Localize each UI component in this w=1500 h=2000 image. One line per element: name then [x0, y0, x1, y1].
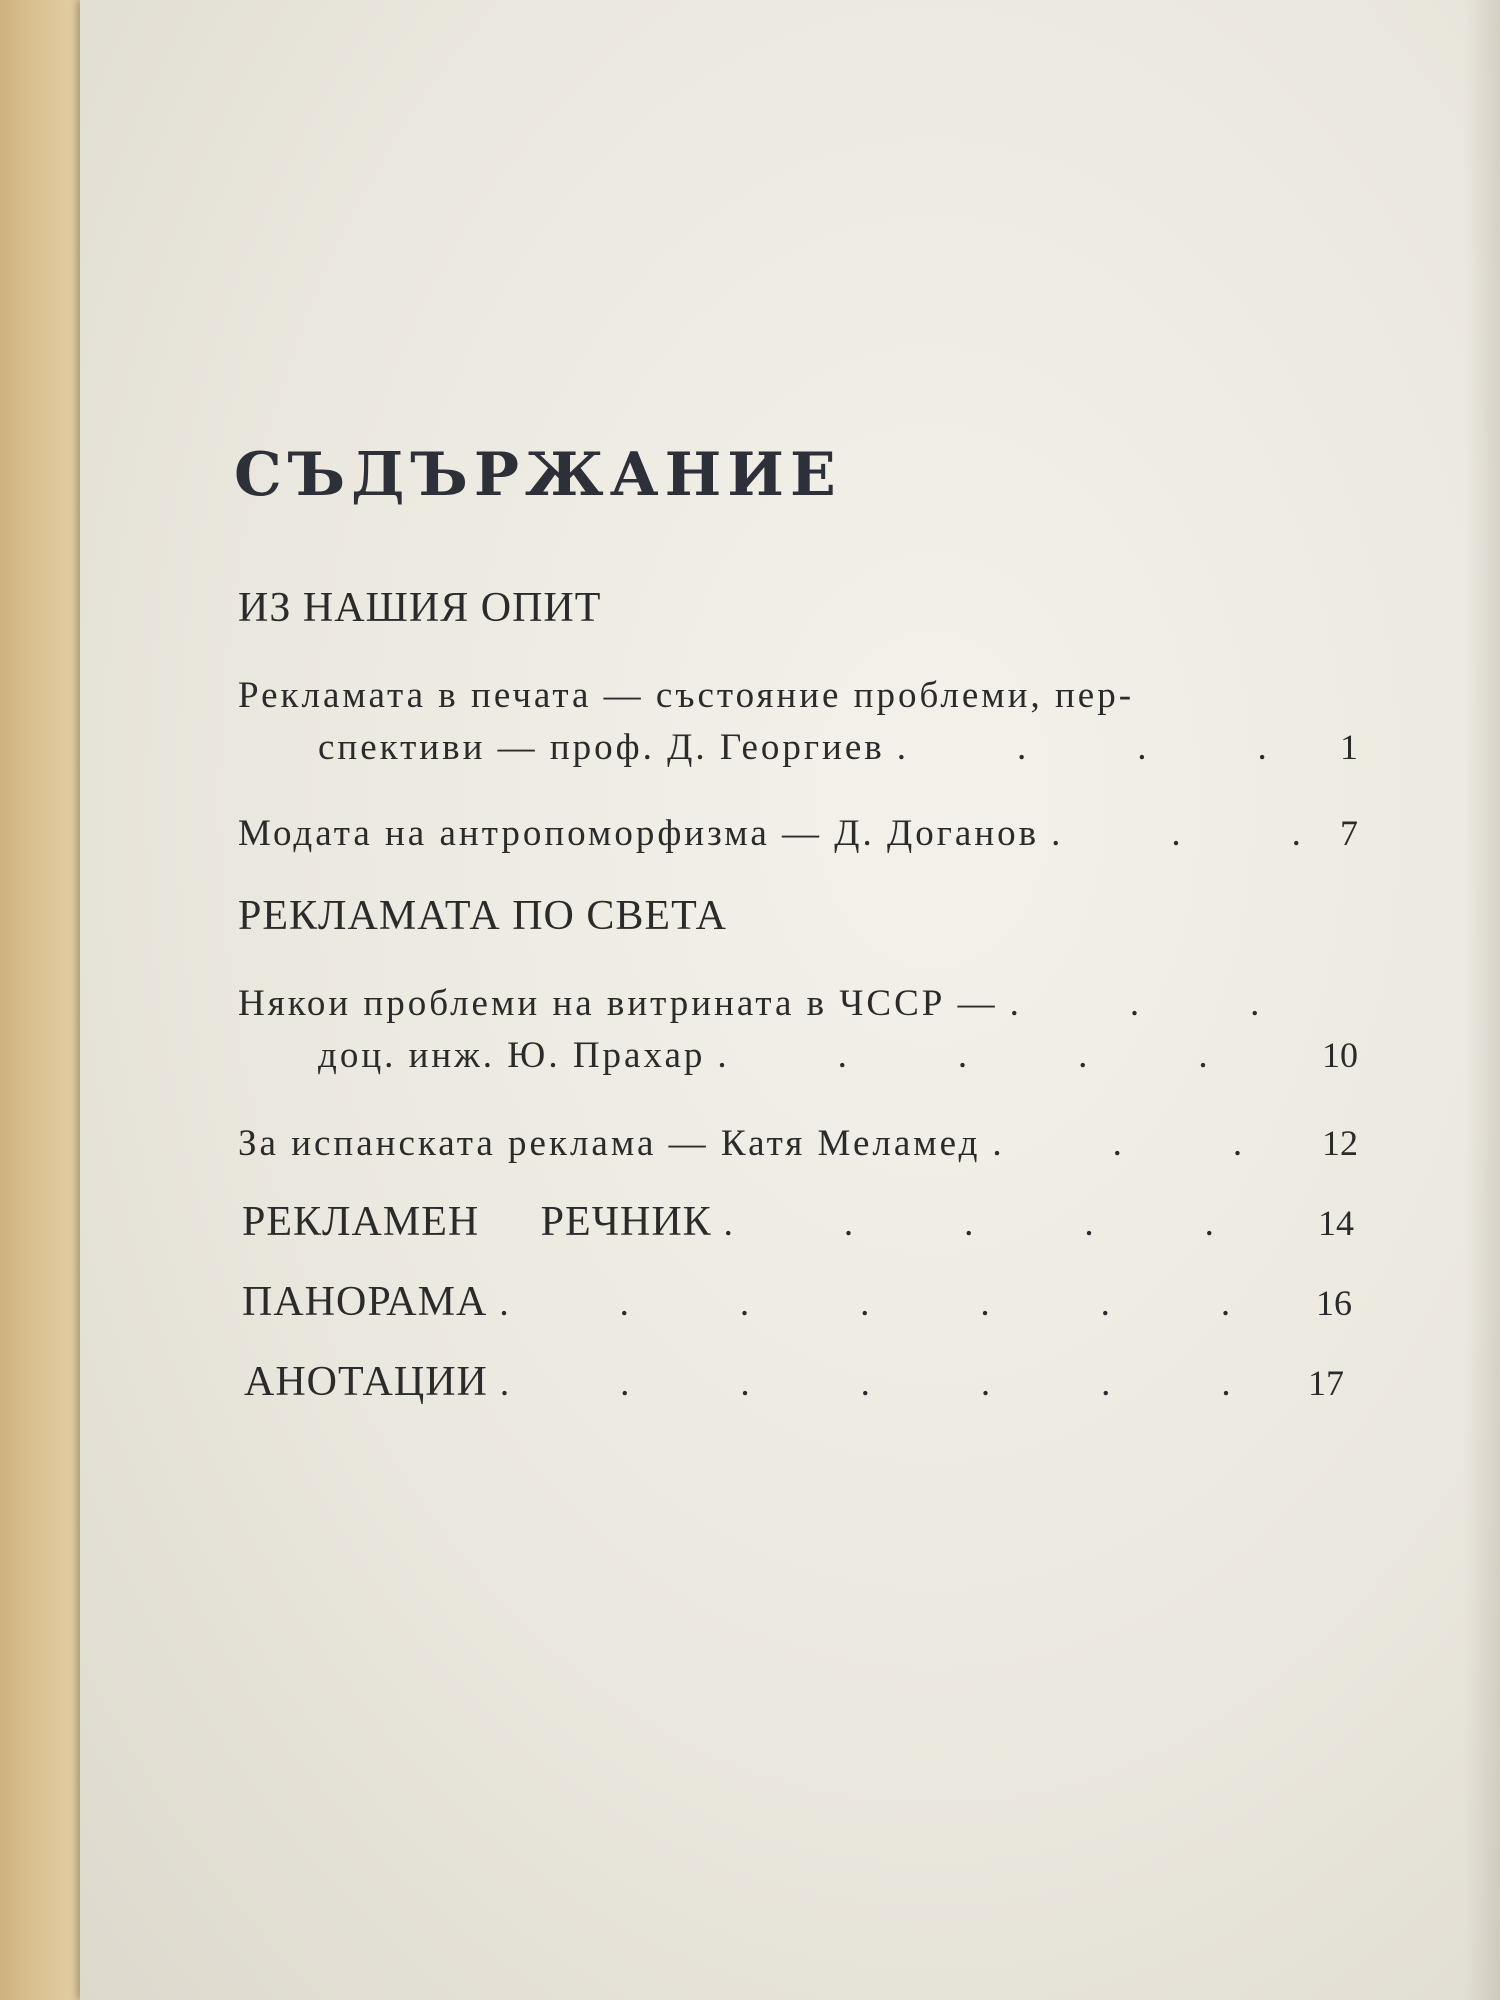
page-number: 14: [1318, 1203, 1354, 1243]
page-number: 17: [1308, 1363, 1344, 1403]
dot-leader: [1010, 982, 1276, 1025]
toc-entry-line: Рекламата в печата — състояние проблеми, пер-: [238, 675, 1135, 716]
toc-entry: [242, 1198, 1354, 1246]
section-heading: АНОТАЦИИ: [244, 1359, 488, 1405]
toc-entry: [242, 1278, 1352, 1326]
section-heading: РЕКЛАМЕН РЕЧНИК: [242, 1199, 712, 1245]
toc-entry: [244, 1358, 1344, 1406]
toc-entry: [238, 982, 1288, 1025]
toc-entry-line: Модата на антропоморфизма — Д. Доганов: [238, 813, 1040, 854]
page-number: 1: [1340, 727, 1358, 767]
dot-leader: [500, 1362, 1292, 1405]
page-number: 10: [1322, 1035, 1358, 1075]
dot-leader: [992, 1122, 1306, 1165]
section-heading: ПАНОРАМА: [242, 1279, 488, 1325]
toc-entry: [318, 726, 1358, 769]
section-heading: ИЗ НАШИЯ ОПИТ: [238, 585, 602, 631]
dot-leader: [717, 1034, 1306, 1077]
dot-leader: [724, 1202, 1302, 1245]
toc-entry: [238, 1122, 1358, 1165]
page-number: 7: [1340, 813, 1358, 853]
toc-entry: [318, 1034, 1358, 1077]
toc-entry-line: За испанската реклама — Катя Меламед: [238, 1123, 981, 1164]
toc-entry-line: Някои проблеми на витрината в ЧССР —: [238, 983, 998, 1024]
toc-entry-line: спективи — проф. Д. Георгиев: [318, 727, 885, 768]
toc-entry: [238, 812, 1358, 855]
section-heading: РЕКЛАМАТА ПО СВЕТА: [238, 893, 727, 939]
dot-leader: [499, 1282, 1300, 1325]
page-number: 16: [1316, 1283, 1352, 1323]
dot-leader: [1051, 812, 1306, 855]
page-number: 12: [1322, 1123, 1358, 1163]
dot-leader: [897, 726, 1306, 769]
toc-entry-line: доц. инж. Ю. Прахар: [318, 1035, 706, 1076]
toc-heading: СЪДЪРЖАНИЕ: [234, 440, 842, 510]
